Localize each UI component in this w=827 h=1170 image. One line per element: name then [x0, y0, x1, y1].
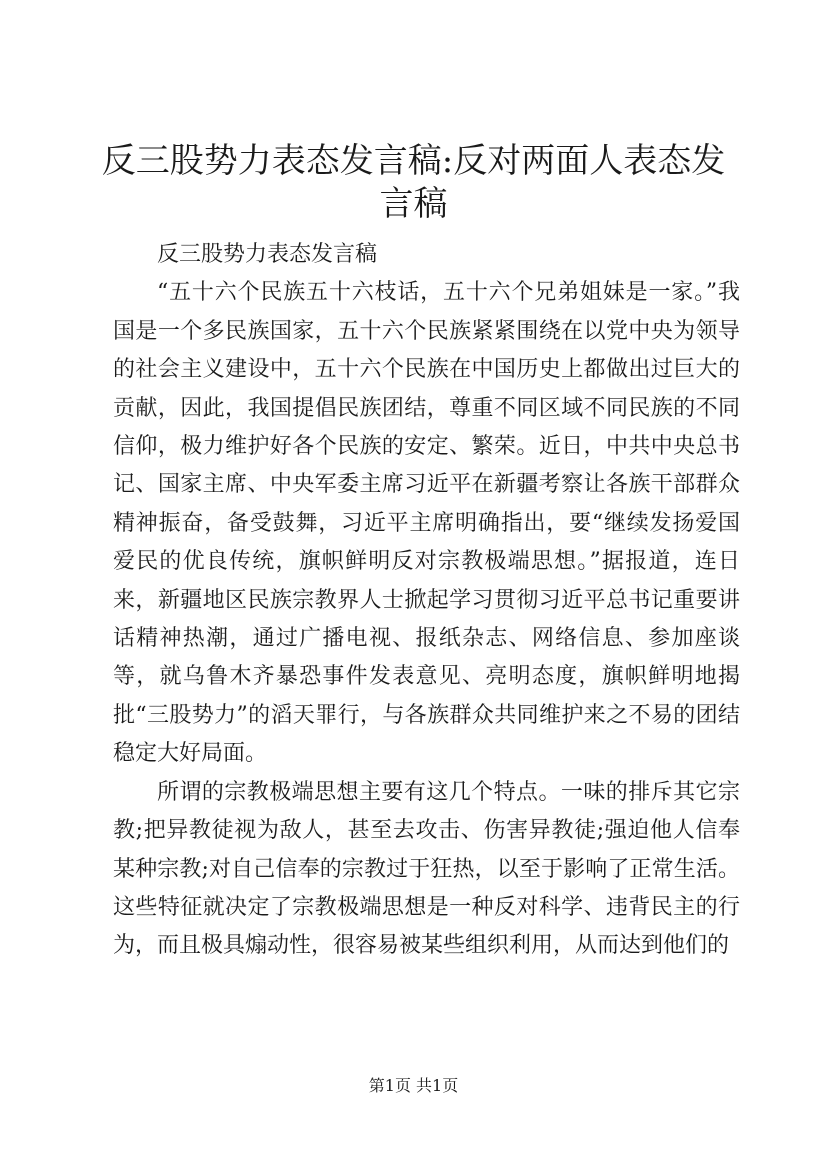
document-body [113, 236, 740, 966]
paragraph-subtitle: 反三股势力表态发言稿 [157, 242, 378, 267]
paragraph: “五十六个民族五十六枝话，五十六个兄弟姐妹是一家。”我国是一个多民族国家，五十六个民族紧紧围绕在以党中央为领导的社会主义建设中，五十六个民族在中国历史上都做出过巨大的贡献，因此，我国提倡民族团结，尊重不同区域不同民族的不同信仰，极力维护好各个民族的安定、繁荣。近日，中共中央总书记、国家主席、中央军委主席习近平在新疆考察让各族干部群众精神振奋，备受鼓舞，习近平主席明确指出，要“继续发扬爱国爱民的优良传统，旗帜鲜明反对宗教极端思想。”据报道，连日来，新疆地区民族宗教界人士掀起学习贯彻习近平总书记重要讲话精神热潮，通过广播电视、报纸杂志、网络信息、参加座谈等，就乌鲁木齐暴恐事件发表意见、亮明态度，旗帜鲜明地揭批“三股势力”的滔天罪行，与各族群众共同维护来之不易的团结稳定大好局面。 [113, 280, 740, 767]
paragraph: 所谓的宗教极端思想主要有这几个特点。一味的排斥其它宗教;把异教徒视为敌人，甚至去攻击、伤害异教徒;强迫他人信奉某种宗教;对自己信奉的宗教过于狂热，以至于影响了正常生活。这些特征就决定了宗教极端思想是一种反对科学、违背民主的行为，而且极具煽动性，很容易被某些组织利用，从而达到他们的 [113, 779, 740, 959]
page-number-footer: 第1页 共1页 [368, 1076, 459, 1095]
document-title: 反三股势力表态发言稿:反对两面人表态发言稿 [101, 141, 726, 224]
